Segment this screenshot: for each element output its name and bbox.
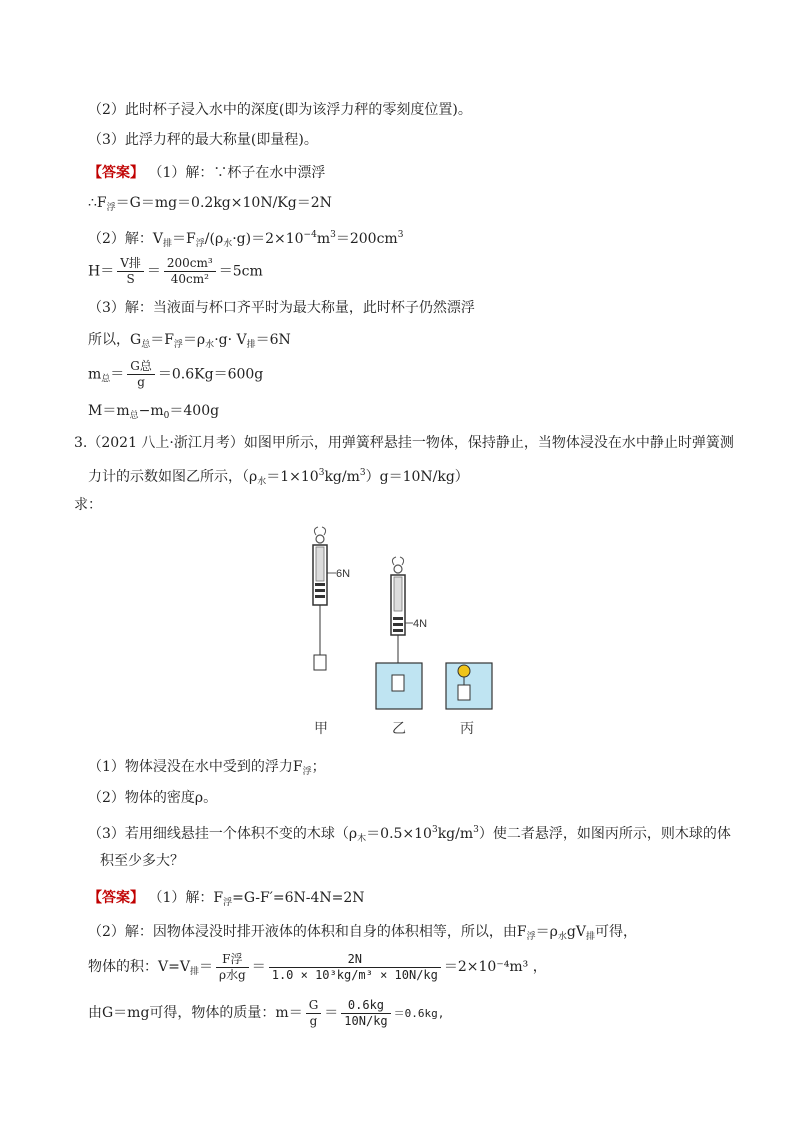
question-part-3: （3）此浮力秤的最大称量(即量程)。: [88, 132, 318, 148]
hand-icon: [314, 527, 325, 535]
fraction: $\frac{G}{g}$: [306, 998, 322, 1029]
fraction: $\frac{2N}{\text{1.0 × 10³kg/m³ × 10N/kg}}$: [269, 952, 441, 983]
sub-question-3-cont: 积至少多大？: [100, 853, 184, 869]
answer2-line-1: 【答案】 （1）解：$F_浮=G-F'=6N-4N=2N$: [88, 890, 365, 908]
hook-ring: [316, 535, 324, 543]
answer-line-2: $\therefore F_浮=G=mg=0.2kg\times 10N/Kg=2N$: [88, 195, 332, 213]
scale-jia: [313, 527, 350, 670]
label-yi: 乙: [392, 721, 406, 737]
reading-jia: 6N: [336, 568, 351, 580]
sub-question-3: （3）若用细线悬挂一个体积不变的木球$(\rho_木=0.5\times 10^3kg/m^3)$使二者悬浮，如图丙所示，则木球的体: [88, 825, 731, 844]
question-3-ask: 求：: [74, 497, 102, 513]
fraction: $\frac{\text{F浮}}{\text{ρ水g}}$: [216, 952, 249, 983]
answer2-line-3: 物体的积：$V=V_排=$ $\frac{\text{F浮}}{\text{ρ水g}}$ ＝ $\frac{2N}{\text{1.0 × 10³kg/m³ × 10N/kg}}$ ＝2×10⁻⁴m³ ，: [88, 951, 547, 982]
answer-tag: 【答案】: [88, 165, 144, 181]
spring-scale-figure: [298, 525, 496, 740]
beaker-bing: [446, 663, 492, 709]
answer-line-6: 所以，$G_总=F_浮=\rho_水\cdot g\cdot V_排=6N$: [88, 332, 291, 350]
fraction: $\frac{\text{G总}}{g}$: [127, 359, 155, 390]
reading-yi: 4N: [413, 618, 428, 630]
object-block: [458, 685, 470, 700]
question-part-2: （2）此时杯子浸入水中的深度(即为该浮力秤的零刻度位置)。: [88, 102, 472, 118]
answer-line-8: $M=m_总-m_0=400g$: [88, 403, 220, 421]
answer-line-h: H＝ $\frac{\text{V排}}{S}$ ＝ $\frac{\text{200cm³}}{\text{40cm²}}$ ＝5cm: [88, 256, 263, 286]
fraction: $\frac{0.6kg}{10N/kg}$: [341, 998, 390, 1029]
answer2-line-2: （2）解：因物体浸没时排开液体的体积和自身的体积相等，所以，由$F_浮=\rho_水gV_排$可得，: [88, 924, 637, 942]
wood-ball: [458, 665, 470, 677]
fraction: $\frac{\text{200cm³}}{\text{40cm²}}$: [164, 256, 216, 287]
scale-yi: [376, 557, 427, 709]
answer-tag: 【答案】: [88, 890, 144, 906]
sub-question-2: （2）物体的密度ρ。: [88, 790, 218, 806]
answer-line-1: 【答案】 （1）解：∵杯子在水中漂浮: [88, 165, 326, 181]
label-jia: 甲: [314, 721, 328, 737]
answer2-line-4: 由G＝mg可得，物体的质量：m＝ $\frac{G}{g}$ ＝ $\frac{0.6kg}{10N/kg}$ ＝0.6kg,: [88, 997, 445, 1028]
hand-icon: [392, 557, 403, 565]
answer-line-3: （2）解：$V_排=F_浮/(\rho_水\cdot g)=2\times 10^{-4}m^3=200cm^3$: [88, 230, 404, 249]
question-3-stem-2: 力计的示数如图乙所示，$(\rho_水=1\times 10^3kg/m^3)g=10N/kg$）: [88, 468, 469, 487]
sub-question-1: （1）物体浸没在水中受到的浮力$F_浮$；: [88, 759, 326, 777]
fraction: $\frac{\text{V排}}{S}$: [117, 256, 144, 287]
object-block: [392, 675, 404, 691]
answer-line-5: （3）解：当液面与杯口齐平时为最大称量，此时杯子仍然漂浮: [88, 300, 475, 316]
hook-ring: [394, 565, 402, 573]
object-block: [314, 655, 326, 670]
label-bing: 丙: [460, 721, 474, 737]
answer-line-7: $m_总=$ $\frac{\text{G总}}{g}$ ＝0.6Kg＝600g: [88, 359, 264, 389]
question-3-stem: 3.（2021 八上·浙江月考）如图甲所示，用弹簧秤悬挂一物体，保持静止，当物体浸没在水中静止时弹簧测: [74, 435, 734, 451]
